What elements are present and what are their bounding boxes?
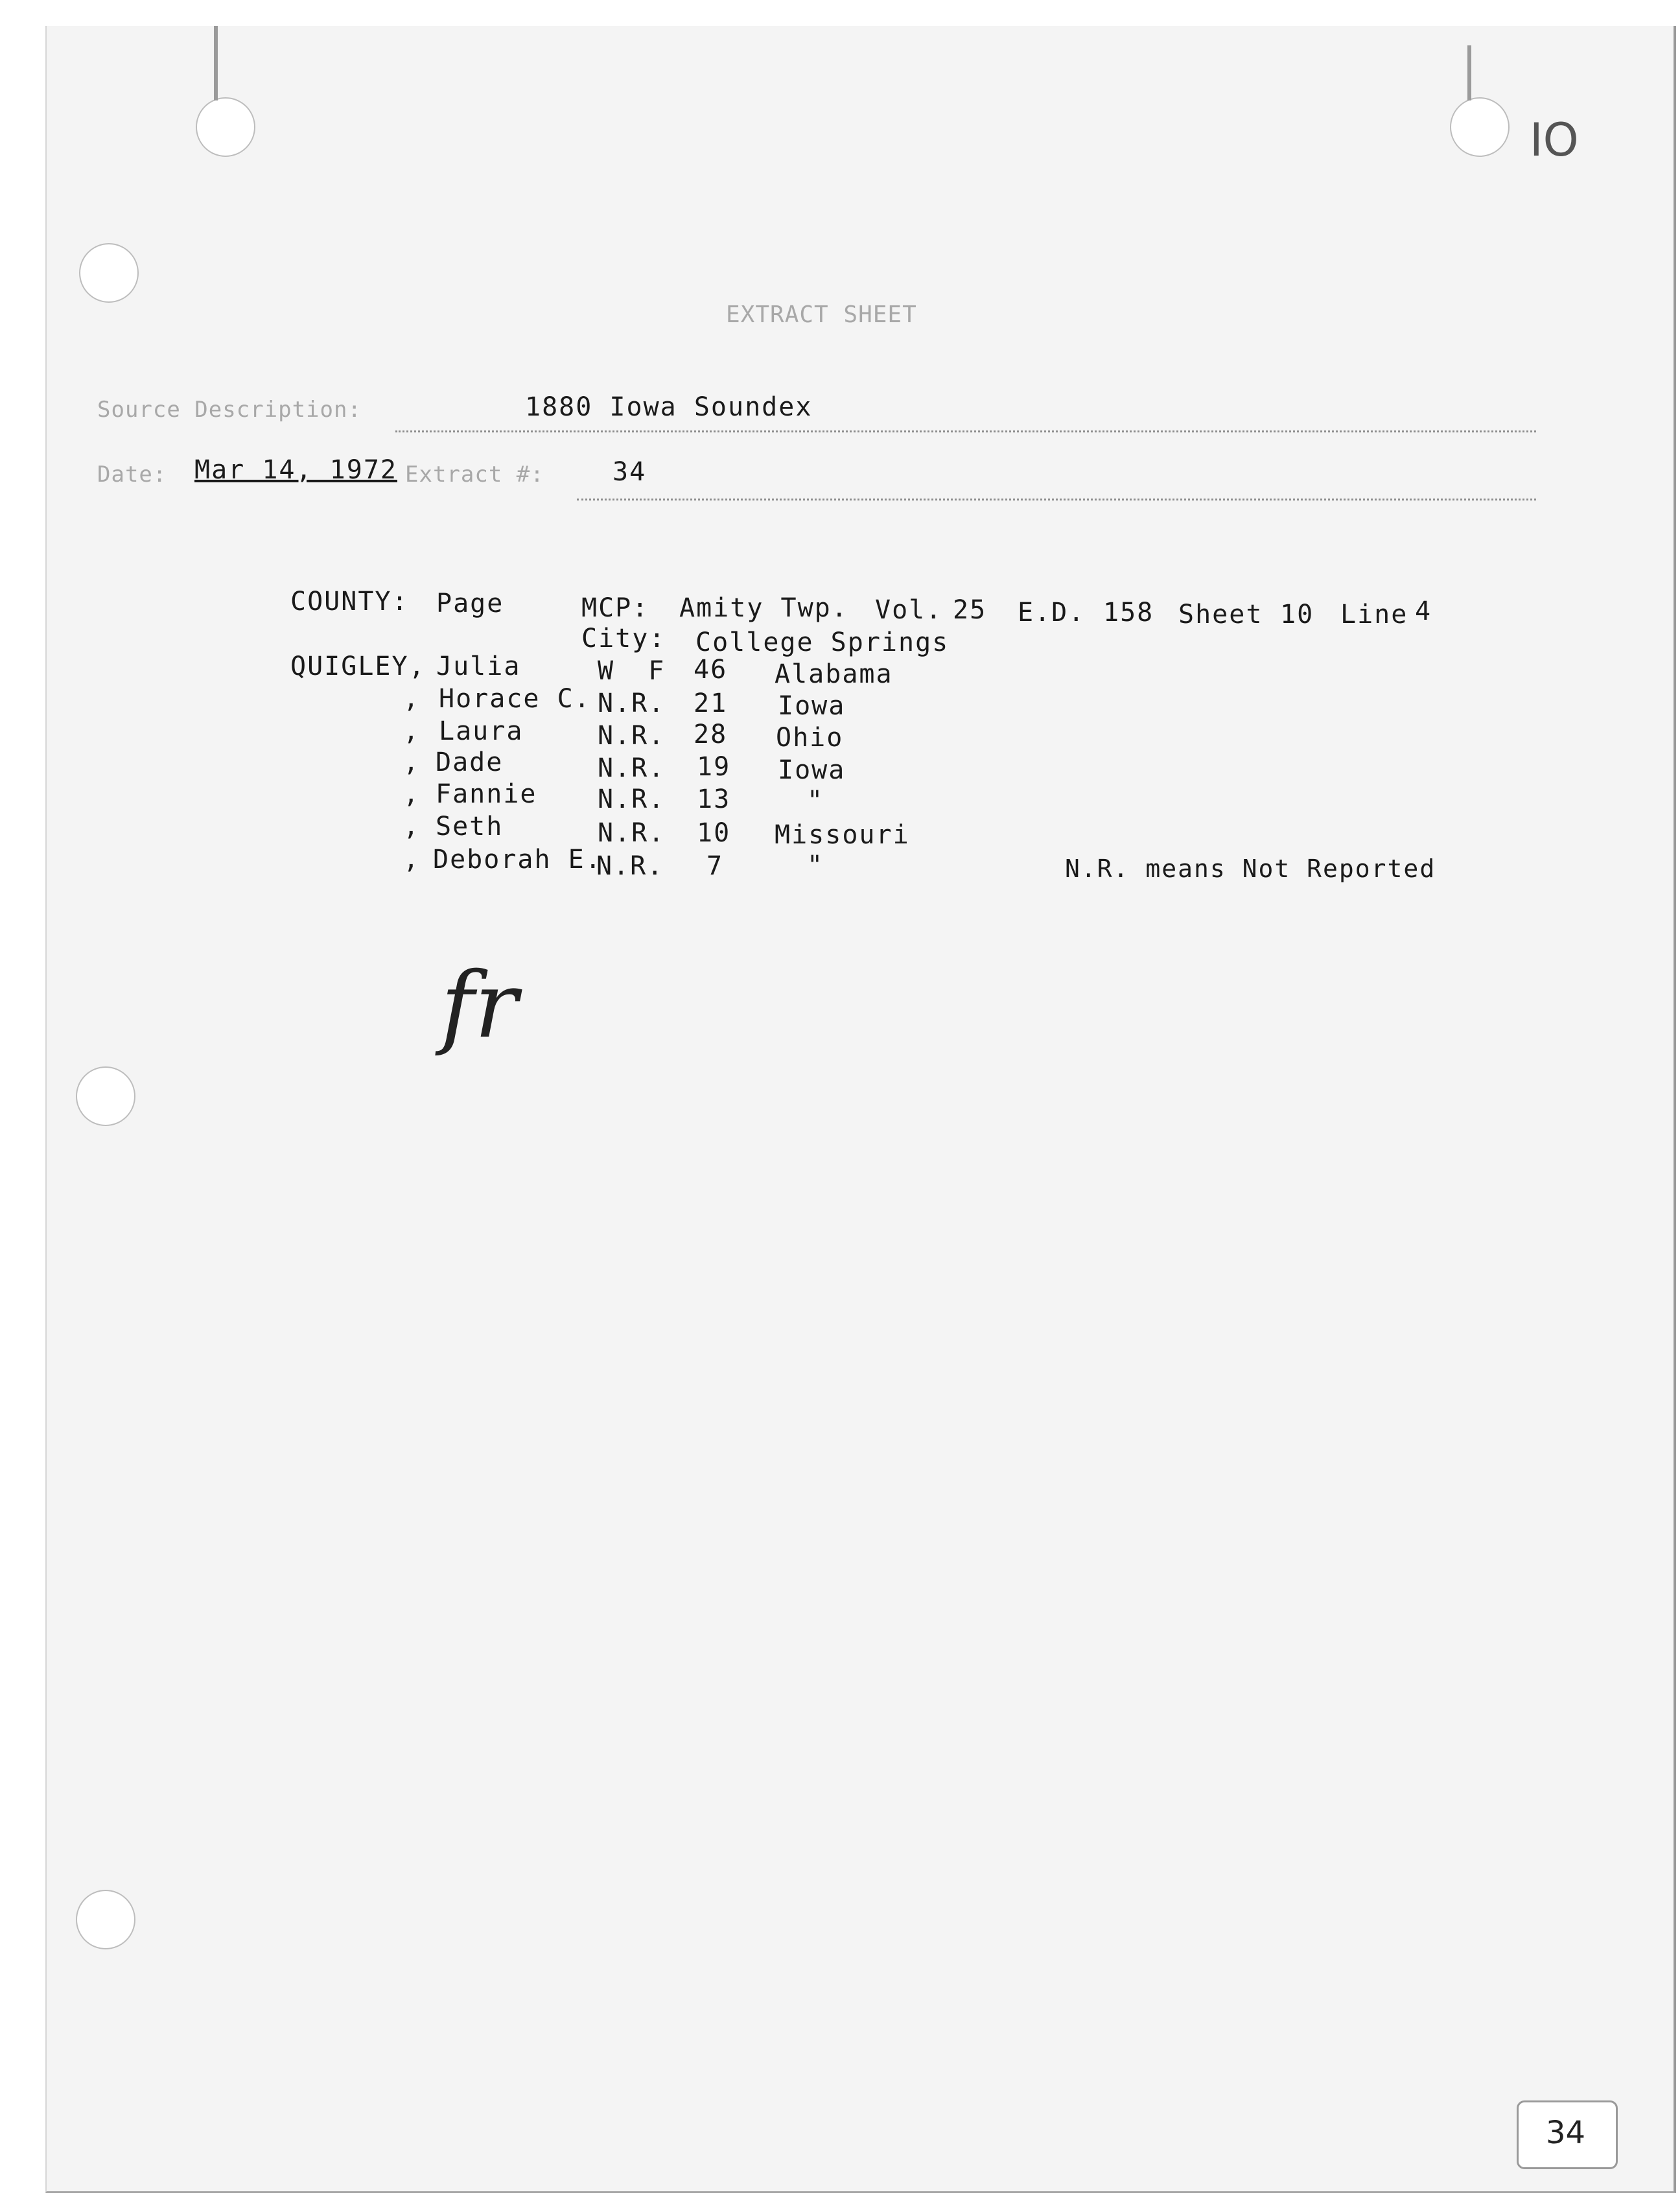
record-race-sex: N.R. <box>598 688 666 718</box>
record-age: 19 <box>697 752 731 782</box>
source-label: Source Description: <box>97 397 362 423</box>
punch-hole <box>196 97 255 157</box>
record-birthplace: " <box>807 786 824 816</box>
record-name: Dade <box>436 747 504 777</box>
record-age: 46 <box>694 655 728 685</box>
record-name: Laura <box>439 716 524 746</box>
vol-value: 25 <box>953 595 987 625</box>
source-value: 1880 Iowa Soundex <box>525 392 813 422</box>
city-value: College Springs <box>695 628 950 657</box>
record-birthplace: Alabama <box>775 659 893 689</box>
record-race-sex: N.R. <box>596 851 664 881</box>
record-age: 28 <box>694 720 728 749</box>
record-prefix: , <box>403 747 421 777</box>
source-underline <box>395 428 1536 432</box>
record-age: 10 <box>697 818 731 848</box>
record-prefix: QUIGLEY, <box>290 652 426 681</box>
record-race-sex: N.R. <box>598 721 666 751</box>
date-underline <box>577 496 1536 500</box>
record-birthplace: Iowa <box>778 755 846 785</box>
line-value: 4 <box>1415 596 1432 626</box>
record-birthplace: Iowa <box>778 691 846 721</box>
record-race-sex: W F <box>598 656 666 686</box>
mcp-value: Amity Twp. <box>679 593 848 623</box>
tab-notch <box>214 26 218 100</box>
record-age: 21 <box>694 688 728 718</box>
record-race-sex: N.R. <box>598 818 666 848</box>
sheet-label: Sheet <box>1178 600 1263 629</box>
mcp-label: MCP: <box>581 593 649 623</box>
line-label: Line <box>1340 600 1408 629</box>
form-title: EXTRACT SHEET <box>726 301 917 328</box>
punch-hole <box>79 243 139 303</box>
record-prefix: , <box>403 684 421 714</box>
page-number: 34 <box>1546 2115 1586 2151</box>
punch-hole <box>1450 97 1510 157</box>
record-name: Seth <box>436 812 504 841</box>
record-race-sex: N.R. <box>598 753 666 783</box>
record-prefix: , <box>403 716 421 746</box>
corner-mark: IO <box>1530 113 1579 167</box>
date-value: Mar 14, 1972 <box>194 455 397 485</box>
punch-hole <box>76 1066 135 1126</box>
record-name: Fannie <box>436 779 537 809</box>
nr-note: N.R. means Not Reported <box>1065 854 1436 883</box>
record-prefix: , <box>403 812 421 841</box>
county-label: COUNTY: <box>290 587 409 617</box>
sheet-value: 10 <box>1280 600 1314 629</box>
record-name: Deborah E. <box>433 845 602 875</box>
vol-label: Vol. <box>875 595 943 625</box>
record-prefix: , <box>403 779 421 809</box>
record-age: 13 <box>697 784 731 814</box>
record-name: Julia <box>436 652 521 681</box>
handwritten-initials: fr <box>441 953 518 1059</box>
record-birthplace: Missouri <box>775 820 910 850</box>
city-label: City: <box>581 624 666 653</box>
record-prefix: , <box>403 845 421 875</box>
extract-value: 34 <box>612 457 647 487</box>
tab-notch <box>1467 45 1471 100</box>
record-race-sex: N.R. <box>598 784 666 814</box>
record-birthplace: Ohio <box>776 723 844 753</box>
record-birthplace: " <box>807 851 824 880</box>
extract-label: Extract #: <box>405 462 544 488</box>
record-age: 7 <box>706 851 724 881</box>
ed-value: 158 <box>1103 598 1154 628</box>
ed-label: E.D. <box>1018 598 1086 628</box>
county-value: Page <box>436 589 504 618</box>
punch-hole <box>76 1890 135 1949</box>
paper-sheet <box>45 26 1676 2193</box>
record-name: Horace C. <box>439 684 591 714</box>
date-label: Date: <box>97 462 167 488</box>
